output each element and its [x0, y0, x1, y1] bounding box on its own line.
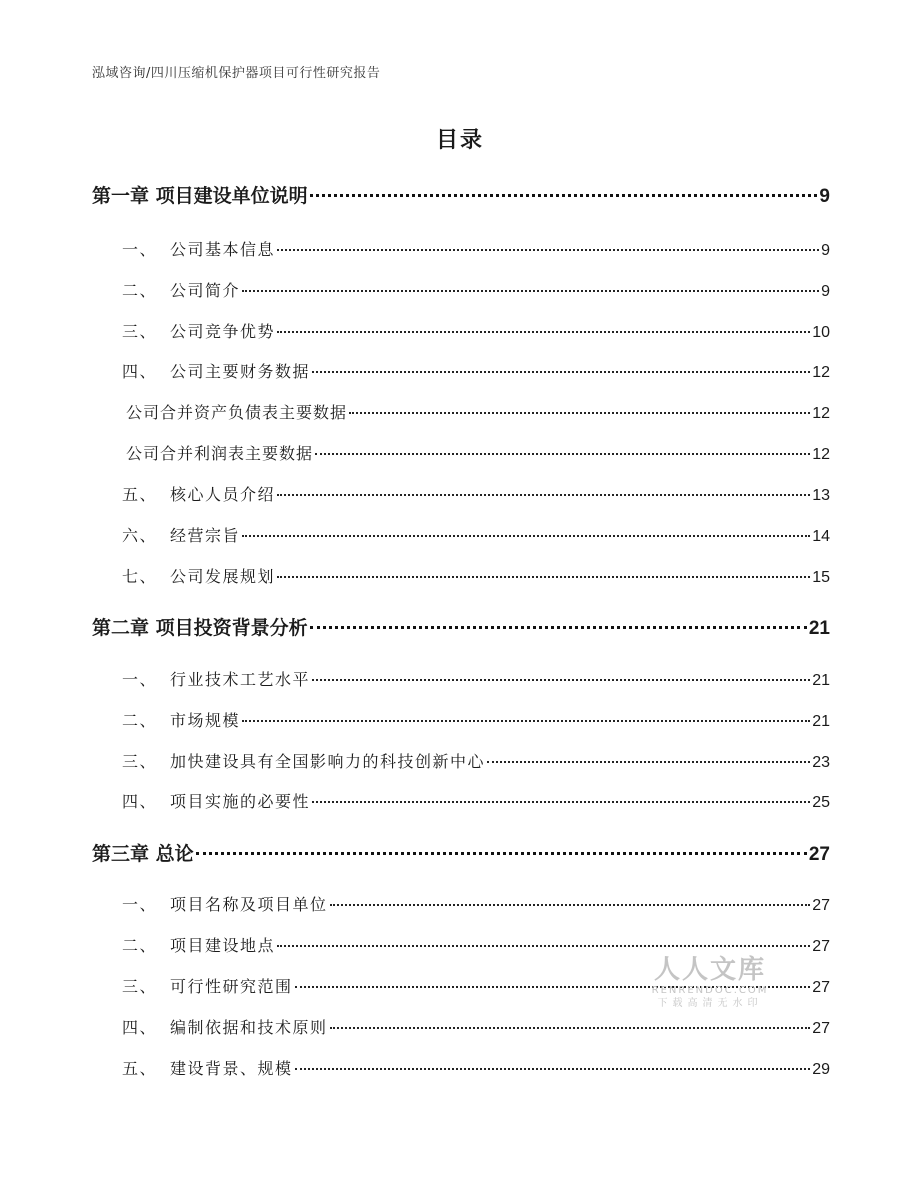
toc-number: 三、 — [122, 322, 158, 341]
dot-leader — [312, 371, 810, 373]
toc-page-number: 10 — [812, 324, 830, 341]
toc-page-number: 27 — [812, 938, 830, 955]
dot-leader — [277, 576, 810, 578]
toc-page-number: 13 — [812, 487, 830, 504]
toc-label: 经营宗旨 — [170, 526, 241, 545]
toc-entry[interactable] — [122, 278, 830, 301]
toc-label: 项目实施的必要性 — [170, 792, 311, 811]
toc-entry[interactable] — [122, 789, 830, 812]
toc-number: 六、 — [122, 526, 158, 545]
dot-leader — [330, 904, 811, 906]
toc-page-number: 9 — [821, 242, 830, 259]
toc-label: 第二章 项目投资背景分析 — [92, 617, 308, 639]
toc-label: 公司发展规划 — [170, 567, 276, 586]
toc-label: 公司合并资产负债表主要数据 — [126, 403, 348, 422]
dot-leader — [312, 679, 810, 681]
dot-leader — [349, 412, 810, 414]
toc-number: 二、 — [122, 936, 158, 955]
toc-page-number: 9 — [821, 283, 830, 300]
toc-page-number: 21 — [812, 713, 830, 730]
toc-entry[interactable] — [122, 482, 830, 505]
toc-number: 五、 — [122, 485, 158, 504]
toc-label: 加快建设具有全国影响力的科技创新中心 — [170, 752, 486, 771]
toc-number: 二、 — [122, 281, 158, 300]
toc-entry[interactable] — [126, 441, 830, 464]
toc-page-number: 12 — [812, 364, 830, 381]
toc-number: 三、 — [122, 752, 158, 771]
toc-entry[interactable] — [122, 892, 830, 915]
dot-leader — [277, 331, 810, 333]
toc-number: 一、 — [122, 895, 158, 914]
toc-page-number: 21 — [812, 672, 830, 689]
toc-page-number: 15 — [812, 569, 830, 586]
toc-label: 公司简介 — [170, 281, 241, 300]
dot-leader — [242, 535, 810, 537]
toc-number: 七、 — [122, 567, 158, 586]
watermark-subtitle: 下载高清无水印 — [657, 998, 763, 1009]
toc-label: 可行性研究范围 — [170, 977, 293, 996]
toc-entry[interactable] — [126, 400, 830, 423]
toc-entry[interactable] — [122, 974, 830, 997]
toc-number: 四、 — [122, 792, 158, 811]
toc-page-number: 27 — [812, 1020, 830, 1037]
dot-leader — [242, 720, 810, 722]
toc-label: 公司主要财务数据 — [170, 362, 311, 381]
watermark-url: RENRENDOC.COM — [651, 985, 769, 996]
toc-page-number: 12 — [812, 405, 830, 422]
toc-label: 行业技术工艺水平 — [170, 670, 311, 689]
toc-number: 四、 — [122, 362, 158, 381]
toc-page-number: 21 — [808, 618, 830, 639]
toc-entry[interactable] — [122, 564, 830, 587]
dot-leader — [196, 852, 807, 855]
toc-number: 二、 — [122, 711, 158, 730]
dot-leader — [487, 761, 810, 763]
toc-number: 一、 — [122, 240, 158, 259]
toc-label: 项目名称及项目单位 — [170, 895, 328, 914]
toc-entry[interactable] — [122, 933, 830, 956]
toc-entry[interactable] — [122, 237, 830, 260]
running-header: 泓域咨询/四川压缩机保护器项目可行性研究报告 — [92, 66, 381, 81]
dot-leader — [277, 249, 819, 251]
toc-entry[interactable] — [122, 667, 830, 690]
toc-number: 一、 — [122, 670, 158, 689]
toc-page-number: 14 — [812, 528, 830, 545]
toc-entry[interactable] — [122, 708, 830, 731]
toc-label: 编制依据和技术原则 — [170, 1018, 328, 1037]
toc-page-number: 27 — [808, 844, 830, 865]
toc-number: 三、 — [122, 977, 158, 996]
dot-leader — [295, 1068, 811, 1070]
dot-leader — [277, 494, 810, 496]
dot-leader — [295, 986, 811, 988]
watermark-logo-text: 人人文库 — [653, 955, 766, 985]
page-title: 目录 — [435, 128, 484, 153]
toc-label: 公司竞争优势 — [170, 322, 276, 341]
dot-leader — [310, 194, 818, 197]
toc-entry[interactable] — [122, 1015, 830, 1038]
toc-entry-chapter[interactable] — [92, 613, 830, 640]
toc-entry[interactable] — [122, 1056, 830, 1079]
toc-entry[interactable] — [122, 319, 830, 342]
dot-leader — [312, 801, 810, 803]
toc-label: 核心人员介绍 — [170, 485, 276, 504]
dot-leader — [310, 626, 807, 629]
toc-page-number: 23 — [812, 754, 830, 771]
toc-page-number: 12 — [812, 446, 830, 463]
toc-label: 项目建设地点 — [170, 936, 276, 955]
toc-label: 第一章 项目建设单位说明 — [92, 185, 308, 207]
toc-page-number: 29 — [812, 1061, 830, 1078]
toc-entry[interactable] — [122, 523, 830, 546]
toc-number: 五、 — [122, 1059, 158, 1078]
toc-number: 四、 — [122, 1018, 158, 1037]
dot-leader — [277, 945, 810, 947]
toc-entry[interactable] — [122, 359, 830, 382]
toc-label: 第三章 总论 — [92, 843, 194, 865]
toc-page-number: 25 — [812, 794, 830, 811]
toc-label: 市场规模 — [170, 711, 241, 730]
toc-entry-chapter[interactable] — [92, 181, 830, 208]
toc-label: 建设背景、规模 — [170, 1059, 293, 1078]
dot-leader — [315, 453, 810, 455]
toc-page-number: 27 — [812, 979, 830, 996]
toc-page-number: 9 — [819, 186, 830, 207]
toc-label: 公司合并利润表主要数据 — [126, 444, 314, 463]
toc-entry-chapter[interactable] — [92, 839, 830, 866]
toc-label: 公司基本信息 — [170, 240, 276, 259]
toc-page-number: 27 — [812, 897, 830, 914]
toc-entry[interactable] — [122, 749, 830, 772]
dot-leader — [242, 290, 819, 292]
dot-leader — [330, 1027, 811, 1029]
